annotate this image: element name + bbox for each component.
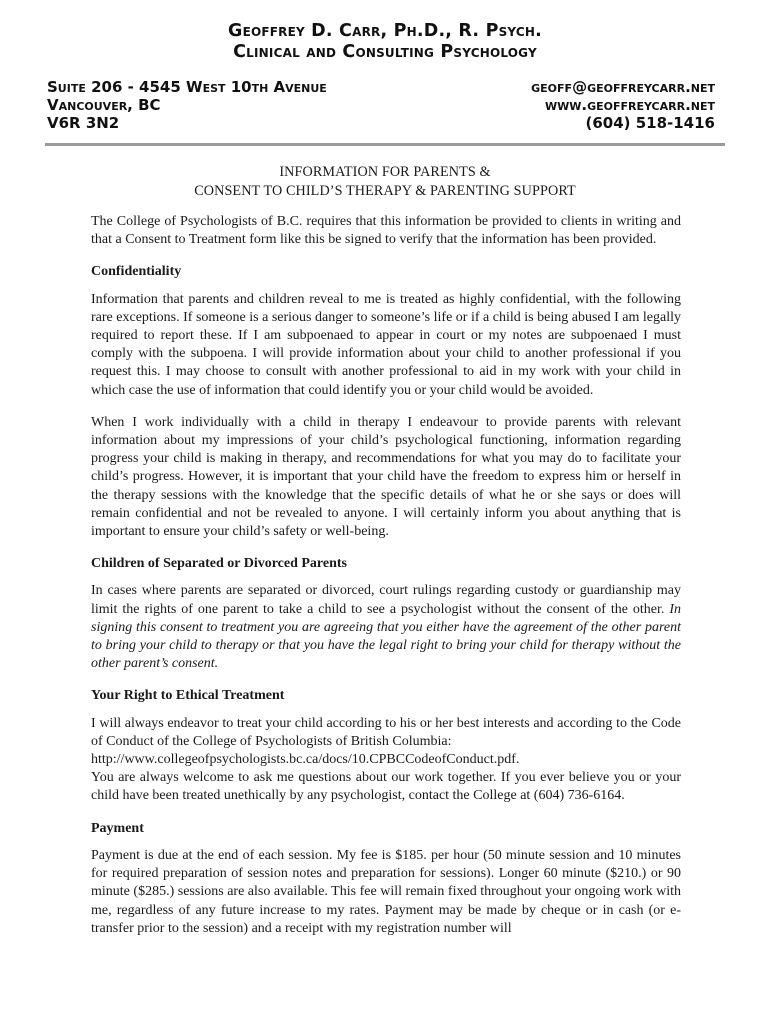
ethical-treatment-paragraph xyxy=(91,715,681,806)
confidentiality-paragraph-2: When I work individually with a child in therapy I endeavour to provide parents with relevant information about my impressions of your child’s psychological functioning, information regarding progress your child is making in therapy, and recommendations for what you may do to facilitate your child’s progress. However, it is important that your child have the freedom to express him or herself in the therapy sessions with the knowledge that the specific details of what he or she says or does will remain confidential and not be revealed to anyone. I will certainly inform you about anything that is important to ensure your child’s safety or well-being. xyxy=(91,414,681,540)
title-line-2: CONSENT TO CHILD’S THERAPY & PARENTING SUPPORT xyxy=(194,183,576,199)
address-line-1: Suite 206 - 4545 West 10th Avenue xyxy=(47,78,327,96)
document-body xyxy=(91,213,681,952)
address-line-3: V6R 3N2 xyxy=(47,114,120,132)
separated-parents-heading: Children of Separated or Divorced Parents xyxy=(91,556,348,572)
payment-paragraph: Payment is due at the end of each session. My fee is $185. per hour (50 minute session and 10 minutes for required preparation of session notes and preparation for sessions). Longer 60 minute ($210.) or 90 minute ($285.) sessions are also available. This fee will remain fixed throughout your ongoing work with me, regardless of any future increase to my rates. Payment may be made by cheque or in cash (or e-transfer prior to the session) and a receipt with my registration number will xyxy=(91,847,681,936)
separated-parents-text: In cases where parents are separated or divorced, court rulings regarding custody or guardianship may limit the rights of one parent to take a child to see a psychologist without the consent of the other. xyxy=(91,583,681,617)
address-line-2: Vancouver, BC xyxy=(47,96,161,114)
letterhead-contact xyxy=(531,78,715,132)
confidentiality-paragraph-1: Information that parents and children reveal to me is treated as highly confidential, with the following rare exceptions. If someone is a serious danger to someone’s life or if a child is being abused I am legally required to report these. If I am subpoenaed to appear in court or my notes are subpoenaed I must comply with the subpoena. I will provide information about your child to another professional if you request this. I may choose to consult with another professional to aid in my work with your child in which case the use of information that could identify you or your child would be avoided. xyxy=(91,291,681,398)
separated-parents-consent-italic: In signing this consent to treatment you are agreeing that you either have the agreement of the other parent to bring your child to therapy or that you have the legal right to bring your child for therapy without the other parent’s consent. xyxy=(91,601,681,672)
letterhead-name: Geoffrey D. Carr, Ph.D., R. Psych. xyxy=(228,21,542,41)
separated-parents-paragraph xyxy=(91,582,681,673)
code-of-conduct-link[interactable]: http://www.collegeofpsychologists.bc.ca/docs/10.CPBCCodeofConduct.pdf. xyxy=(91,752,520,768)
payment-heading: Payment xyxy=(91,820,144,836)
ethical-text-2: You are always welcome to ask me questions about our work together. If you ever believe you or your child have been treated unethically by any psychologist, contact the College at (604) 736-6164. xyxy=(91,770,681,804)
contact-website: www.geoffreycarr.net xyxy=(544,96,715,114)
contact-email: geoff@geoffreycarr.net xyxy=(531,78,715,96)
ethical-treatment-heading: Your Right to Ethical Treatment xyxy=(91,688,285,704)
intro-paragraph: The College of Psychologists of B.C. requires that this information be provided to clients in writing and that a Consent to Treatment form like this be signed to verify that the information has been provided. xyxy=(91,214,681,248)
letterhead-subtitle: Clinical and Consulting Psychology xyxy=(233,42,537,62)
ethical-text-1: I will always endeavor to treat your child according to his or her best interests and according to the Code of Conduct of the College of Psychologists of British Columbia: xyxy=(91,715,681,749)
document-title xyxy=(0,163,770,201)
confidentiality-heading: Confidentiality xyxy=(91,264,182,280)
contact-phone: (604) 518-1416 xyxy=(585,114,715,132)
title-line-1: INFORMATION FOR PARENTS & xyxy=(279,164,491,180)
letterhead-address xyxy=(47,78,327,132)
letterhead-divider xyxy=(45,143,725,146)
